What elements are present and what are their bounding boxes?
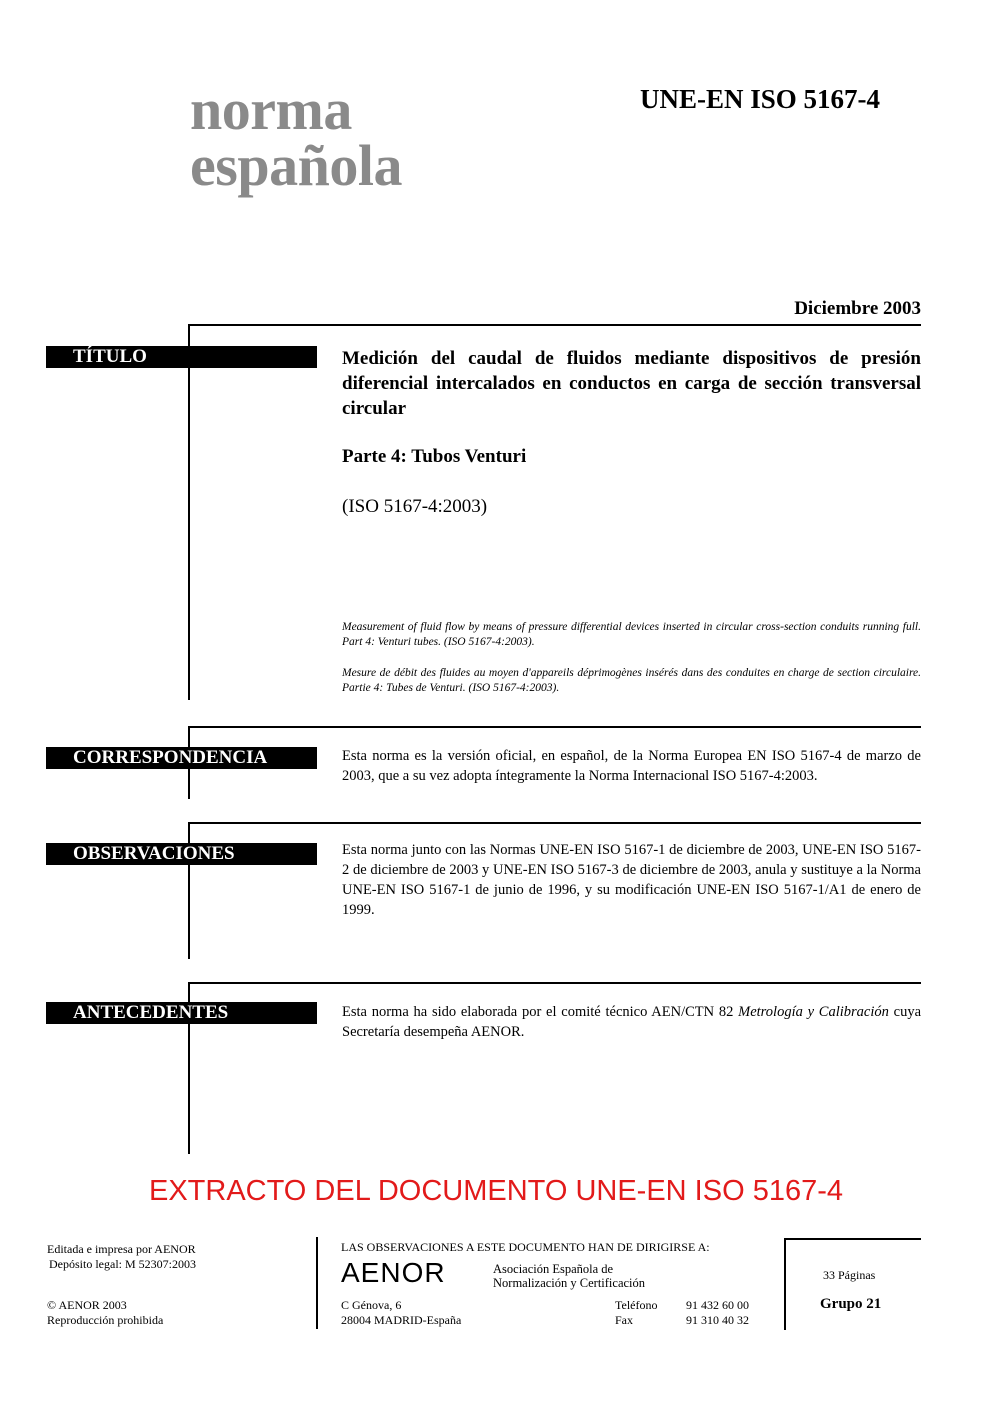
phone-number: 91 432 60 00 bbox=[686, 1298, 749, 1312]
footer-edition bbox=[47, 1242, 196, 1272]
org-line-2: Normalización y Certificación bbox=[493, 1276, 646, 1290]
address-line-2: 28004 MADRID-España bbox=[341, 1313, 462, 1327]
aenor-logo: AENOR bbox=[341, 1257, 446, 1288]
copyright: © AENOR 2003 bbox=[47, 1298, 127, 1312]
brand-title bbox=[190, 77, 402, 198]
aenor-address bbox=[341, 1298, 461, 1328]
page-count: 33 Páginas bbox=[823, 1268, 876, 1282]
title-french: Mesure de débit des fluides au moyen d'appareils déprimogènes insérés dans des conduites en charge de section circulaire. Partie 4: Tubes de Venturi. (ISO 5167-4:2003). bbox=[342, 667, 921, 694]
publication-date: Diciembre 2003 bbox=[794, 298, 921, 319]
document-part: Parte 4: Tubos Venturi bbox=[342, 446, 527, 467]
antecedentes-text-part1: Esta norma ha sido elaborada por el comité técnico AEN/CTN 82 bbox=[342, 1004, 739, 1020]
legal-deposit: Depósito legal: M 52307:2003 bbox=[49, 1257, 196, 1271]
phone-label: Teléfono bbox=[615, 1298, 658, 1312]
aenor-organization bbox=[493, 1262, 645, 1290]
contact-labels bbox=[615, 1298, 657, 1328]
antecedentes-text bbox=[342, 1002, 921, 1042]
footer-divider bbox=[316, 1237, 318, 1329]
price-group: Grupo 21 bbox=[820, 1296, 882, 1312]
fax-number: 91 310 40 32 bbox=[686, 1313, 749, 1327]
title-english: Measurement of fluid flow by means of pressure differential devices inserted in circular cross-section conduits running full. Part 4: Venturi tubes. (ISO 5167-4:2003). bbox=[342, 621, 921, 648]
divider-antecedentes bbox=[189, 982, 921, 984]
observaciones-text: Esta norma junto con las Normas UNE-EN ISO 5167-1 de diciembre de 2003, UNE-EN ISO 5167-2 de diciembre de 2003 y UNE-EN ISO 5167-3 de diciembre de 2003, anula y sustituye a la Norma UNE-EN ISO 5167-1 de junio de 1996, y su modificación UNE-EN ISO 5167-1/A1 de enero de 1999. bbox=[342, 842, 921, 918]
label-correspondencia: CORRESPONDENCIA bbox=[46, 747, 317, 769]
fax-label: Fax bbox=[615, 1313, 633, 1327]
standard-code: UNE-EN ISO 5167-4 bbox=[640, 84, 881, 114]
contact-numbers bbox=[686, 1298, 749, 1328]
divider-titulo bbox=[189, 324, 921, 326]
correspondencia-text: Esta norma es la versión oficial, en español, de la Norma Europea EN ISO 5167-4 de marzo de 2003, que a su vez adopta íntegramente la Norma Internacional ISO 5167-4:2003. bbox=[342, 748, 921, 784]
antecedentes-text-part2: cuya Secretaría desempeña AENOR. bbox=[342, 1004, 921, 1040]
footer-copyright bbox=[47, 1298, 163, 1328]
document-title: Medición del caudal de fluidos mediante dispositivos de presión diferencial intercalados en conductos en carga de sección transversal circular bbox=[342, 348, 921, 419]
observations-header: LAS OBSERVACIONES A ESTE DOCUMENTO HAN DE DIRIGIRSE A: bbox=[341, 1240, 710, 1254]
edited-by: Editada e impresa por AENOR bbox=[47, 1242, 196, 1256]
pages-box bbox=[784, 1238, 921, 1330]
brand-line-2: española bbox=[190, 133, 402, 198]
address-line-1: C Génova, 6 bbox=[341, 1298, 402, 1312]
iso-reference: (ISO 5167-4:2003) bbox=[342, 496, 488, 517]
brand-line-1: norma bbox=[190, 77, 352, 142]
frame-line-titulo bbox=[188, 324, 190, 700]
label-titulo: TÍTULO bbox=[46, 346, 317, 368]
committee-name: Metrología y Calibración bbox=[738, 1004, 889, 1020]
divider-correspondencia bbox=[189, 726, 921, 728]
org-line-1: Asociación Española de bbox=[493, 1262, 614, 1276]
extract-notice: EXTRACTO DEL DOCUMENTO UNE-EN ISO 5167-4 bbox=[148, 1175, 843, 1207]
label-observaciones: OBSERVACIONES bbox=[46, 843, 317, 865]
reproduction-notice: Reproducción prohibida bbox=[47, 1313, 164, 1327]
divider-observaciones bbox=[189, 822, 921, 824]
label-antecedentes: ANTECEDENTES bbox=[46, 1002, 317, 1024]
